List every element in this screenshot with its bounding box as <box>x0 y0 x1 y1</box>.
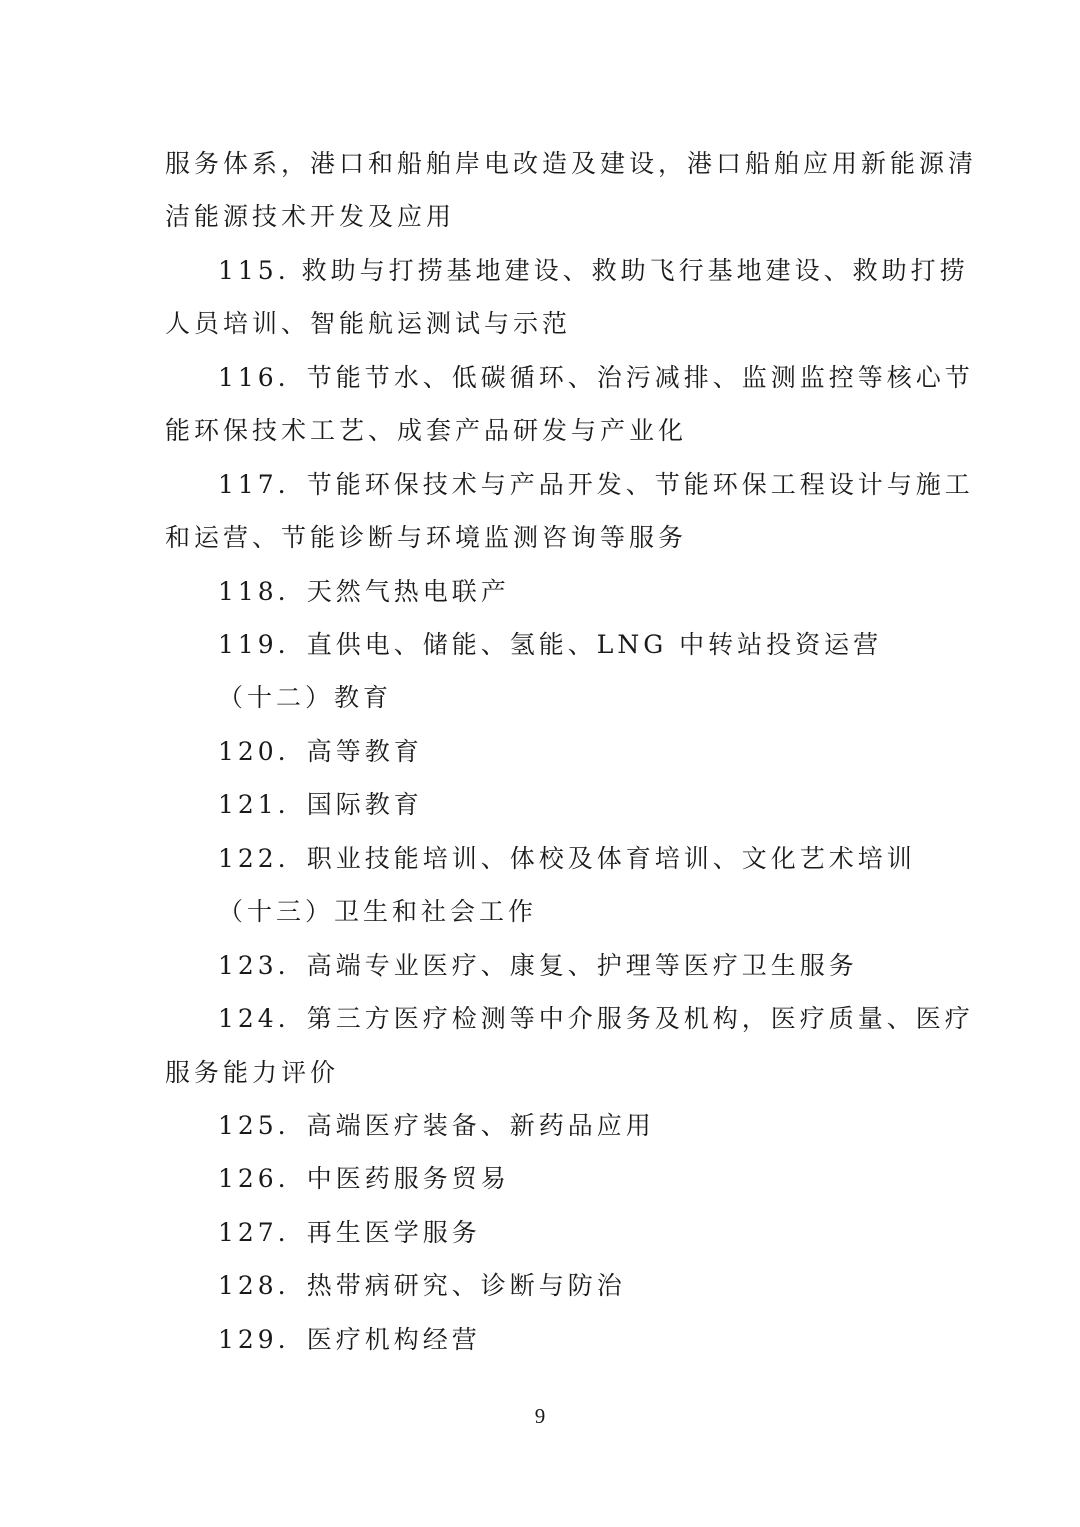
section-heading-education: （十二）教育 <box>218 683 393 712</box>
list-item-115: 115. 救助与打捞基地建设、救助飞行基地建设、救助打捞 <box>218 256 969 285</box>
text-line: 服务能力评价 <box>165 1058 340 1087</box>
list-item-121: 121．国际教育 <box>218 790 423 819</box>
list-item-122: 122．职业技能培训、体校及体育培训、文化艺术培训 <box>218 844 916 873</box>
list-item-126: 126．中医药服务贸易 <box>218 1164 510 1193</box>
list-item-123: 123．高端专业医疗、康复、护理等医疗卫生服务 <box>218 951 858 980</box>
text-line: 人员培训、智能航运测试与示范 <box>165 309 572 338</box>
list-item-118: 118．天然气热电联产 <box>218 577 510 606</box>
list-item-116: 116．节能节水、低碳循环、治污减排、监测监控等核心节 <box>218 363 974 392</box>
page-number: 9 <box>534 1404 546 1428</box>
list-item-117: 117．节能环保技术与产品开发、节能环保工程设计与施工 <box>218 470 974 499</box>
section-heading-health: （十三）卫生和社会工作 <box>218 897 538 926</box>
list-item-119: 119．直供电、储能、氢能、LNG 中转站投资运营 <box>218 630 883 659</box>
list-item-127: 127．再生医学服务 <box>218 1218 481 1247</box>
text-line: 能环保技术工艺、成套产品研发与产业化 <box>165 416 688 445</box>
list-item-129: 129．医疗机构经营 <box>218 1325 481 1354</box>
text-line: 和运营、节能诊断与环境监测咨询等服务 <box>165 523 688 552</box>
text-line: 服务体系，港口和船舶岸电改造及建设，港口船舶应用新能源清 <box>165 149 978 178</box>
list-item-128: 128．热带病研究、诊断与防治 <box>218 1271 626 1300</box>
list-item-120: 120．高等教育 <box>218 737 423 766</box>
text-line: 洁能源技术开发及应用 <box>165 202 456 231</box>
list-item-125: 125．高端医疗装备、新药品应用 <box>218 1111 655 1140</box>
list-item-124: 124．第三方医疗检测等中介服务及机构，医疗质量、医疗 <box>218 1004 974 1033</box>
